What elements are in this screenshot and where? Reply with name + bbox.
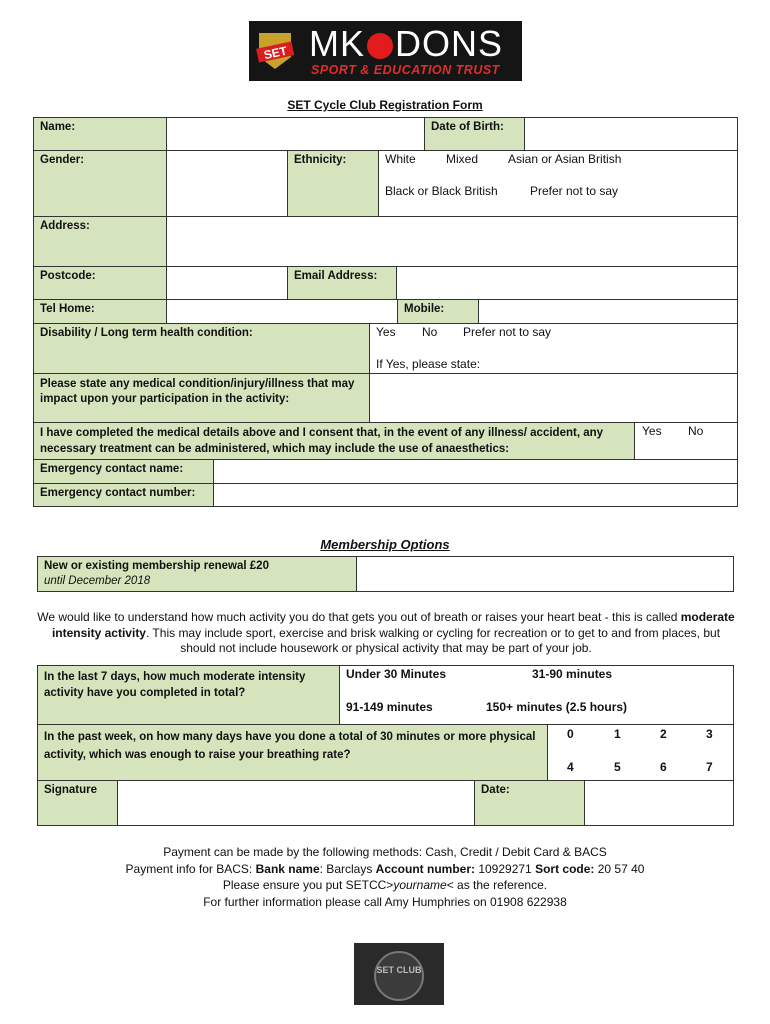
intro-text-1: We would like to understand how much activity you do that gets you out of breath or raises your heart beat - this is called	[37, 610, 681, 624]
disability-option-no[interactable]: No	[422, 325, 438, 339]
badge-caption: SET CLUB	[376, 965, 422, 975]
date-label: Date:	[474, 780, 585, 826]
logo-wordmark	[309, 23, 503, 65]
account-number-label: Account number:	[375, 861, 475, 876]
q1-option-91-149[interactable]: 91-149 minutes	[346, 700, 433, 714]
reference-suffix: < as the reference.	[446, 878, 548, 892]
membership-option-label: New or existing membership renewal £20	[44, 560, 269, 572]
gender-field[interactable]	[166, 150, 288, 217]
set-badge-icon	[255, 29, 295, 73]
membership-option-sub: until December 2018	[44, 575, 151, 587]
q2-option-6[interactable]: 6	[660, 760, 667, 774]
membership-option	[37, 556, 357, 592]
activity-q1-label: In the last 7 days, how much moderate intensity activity have you completed in total?	[37, 665, 340, 725]
disability-label: Disability / Long term health condition:	[33, 323, 370, 374]
medical-condition-label: Please state any medical condition/injury/illness that may impact upon your participation in the activity:	[33, 373, 370, 423]
email-label: Email Address:	[287, 266, 397, 300]
disability-option-yes[interactable]: Yes	[376, 325, 396, 339]
emergency-number-label: Emergency contact number:	[33, 483, 214, 507]
name-label: Name:	[33, 117, 167, 151]
account-number-value: 10929271	[475, 861, 536, 876]
address-field[interactable]	[166, 216, 738, 267]
activity-intro	[36, 610, 736, 657]
address-label: Address:	[33, 216, 167, 267]
mobile-label: Mobile:	[397, 299, 479, 324]
payment-line-4: For further information please call Amy Humphries on 01908 622938	[203, 894, 567, 909]
sort-code-value: 20 57 40	[594, 861, 645, 876]
payment-line-3	[0, 877, 770, 894]
bank-name-label: Bank name	[255, 861, 320, 876]
q2-option-4[interactable]: 4	[567, 760, 574, 774]
bacs-prefix: Payment info for BACS:	[125, 861, 256, 876]
mobile-field[interactable]	[478, 299, 738, 324]
medical-condition-field[interactable]	[369, 373, 738, 423]
intro-text-2: . This may include sport, exercise and brisk walking or cycling for recreation or to get to and from places, but should not include housework or physical activity that may be part of your job.	[145, 625, 721, 655]
q2-option-3[interactable]: 3	[706, 727, 713, 741]
dob-label: Date of Birth:	[424, 117, 525, 151]
ethnicity-option-prefer-not[interactable]: Prefer not to say	[530, 184, 619, 198]
set-badge-text: SET	[262, 43, 289, 63]
q2-option-0[interactable]: 0	[567, 727, 574, 741]
q1-option-under-30[interactable]: Under 30 Minutes	[346, 667, 447, 681]
ethnicity-option-black[interactable]: Black or Black British	[385, 184, 498, 198]
tel-home-label: Tel Home:	[33, 299, 167, 324]
name-field[interactable]	[166, 117, 425, 151]
emergency-name-label: Emergency contact name:	[33, 459, 214, 484]
postcode-label: Postcode:	[33, 266, 167, 300]
ethnicity-option-mixed[interactable]: Mixed	[446, 152, 479, 166]
disability-if-yes-prompt: If Yes, please state:	[376, 357, 481, 371]
q2-option-5[interactable]: 5	[614, 760, 621, 774]
signature-label: Signature	[37, 780, 118, 826]
form-title: SET Cycle Club Registration Form	[287, 98, 483, 112]
email-field[interactable]	[396, 266, 738, 300]
dob-field[interactable]	[524, 117, 738, 151]
logo-dons: DONS	[395, 23, 504, 64]
postcode-field[interactable]	[166, 266, 288, 300]
q2-option-7[interactable]: 7	[706, 760, 713, 774]
gender-label: Gender:	[33, 150, 167, 217]
consent-label: I have completed the medical details above and I consent that, in the event of any illness/ accident, any necessary treatment can be administered, which may include the use of anaesthetics:	[33, 422, 635, 460]
consent-option-no[interactable]: No	[688, 424, 704, 438]
set-club-badge-image	[354, 943, 444, 1005]
football-icon	[367, 33, 393, 59]
signature-field[interactable]	[117, 780, 475, 826]
payment-line-2	[0, 861, 770, 878]
badge-circle-icon	[374, 951, 424, 1001]
logo-mk: MK	[309, 23, 365, 64]
q2-option-2[interactable]: 2	[660, 727, 667, 741]
payment-info	[0, 844, 770, 910]
reference-name: yourname	[393, 878, 447, 892]
ethnicity-label: Ethnicity:	[287, 150, 379, 217]
consent-option-yes[interactable]: Yes	[642, 424, 662, 438]
membership-heading: Membership Options	[320, 537, 450, 552]
q1-option-150-plus[interactable]: 150+ minutes (2.5 hours)	[486, 700, 628, 714]
emergency-name-field[interactable]	[213, 459, 738, 484]
emergency-number-field[interactable]	[213, 483, 738, 507]
tel-home-field[interactable]	[166, 299, 398, 324]
q1-option-31-90[interactable]: 31-90 minutes	[532, 667, 613, 681]
payment-line-1: Payment can be made by the following methods: Cash, Credit / Debit Card & BACS	[163, 845, 607, 859]
disability-option-prefer-not[interactable]: Prefer not to say	[463, 325, 552, 339]
date-field[interactable]	[584, 780, 734, 826]
ethnicity-option-white[interactable]: White	[385, 152, 416, 166]
logo-tagline: SPORT & EDUCATION TRUST	[311, 63, 500, 77]
membership-option-field[interactable]	[356, 556, 734, 592]
bank-name-value: : Barclays	[319, 861, 376, 876]
reference-prefix: Please ensure you put SETCC>	[222, 878, 394, 892]
sort-code-label: Sort code:	[535, 861, 595, 876]
intro-text-bold: moderate intensity activity	[51, 610, 735, 640]
activity-q2-label: In the past week, on how many days have you done a total of 30 minutes or more physical activity, which was enough to raise your breathing rate?	[37, 724, 548, 781]
ethnicity-option-asian[interactable]: Asian or Asian British	[508, 152, 622, 166]
mk-dons-set-logo	[249, 21, 522, 81]
q2-option-1[interactable]: 1	[614, 727, 621, 741]
